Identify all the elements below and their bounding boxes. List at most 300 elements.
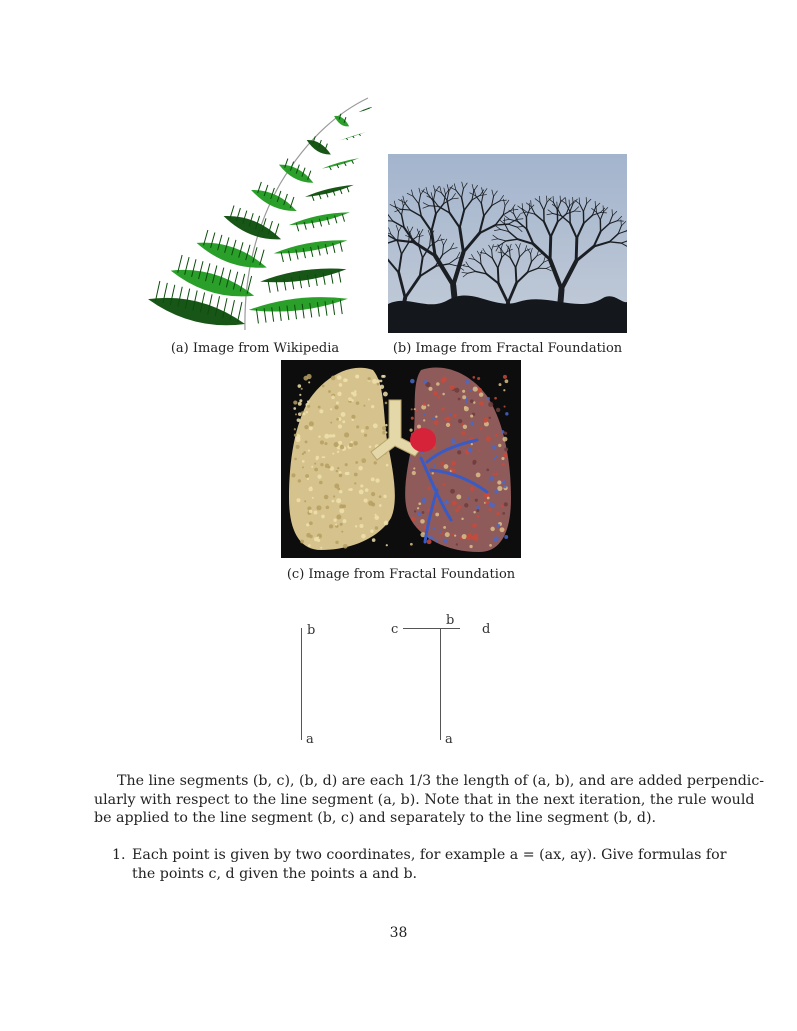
- page-number: 38: [389, 925, 408, 941]
- lung-speck: [385, 424, 388, 427]
- lung-speck: [478, 450, 480, 452]
- lung-speck: [462, 534, 467, 539]
- tree-branch: [609, 234, 618, 242]
- lung-speck: [361, 534, 366, 539]
- lung-speck: [383, 392, 388, 397]
- left-label-b: b: [307, 623, 316, 638]
- lung-speck: [323, 456, 325, 458]
- tree-branch: [419, 188, 421, 194]
- lung-speck: [418, 502, 421, 505]
- fern-leaflet: [358, 107, 372, 112]
- para-line-2: ularly with respect to the line segment (a, b). Note that in the next iteration, the rule would: [94, 791, 755, 808]
- lung-speck: [453, 414, 456, 417]
- fern-pinna: [340, 300, 342, 314]
- lung-speck: [461, 431, 465, 435]
- lung-speck: [429, 387, 433, 391]
- lung-speck: [502, 512, 505, 515]
- lung-speck: [302, 453, 304, 455]
- tree-branch: [584, 215, 593, 223]
- tree-branch: [603, 207, 607, 211]
- fern-pinna: [347, 187, 349, 193]
- lung-speck: [456, 543, 458, 545]
- lung-speck: [337, 451, 339, 453]
- fern-pinna: [155, 281, 159, 301]
- lung-speck: [442, 377, 447, 382]
- lung-speck: [463, 425, 467, 429]
- caption-a: (a) Image from Wikipedia: [170, 341, 340, 356]
- fern-drawing: [140, 94, 372, 334]
- fern-pinna: [260, 250, 264, 265]
- lung-speck: [336, 418, 339, 421]
- tree-branch: [495, 215, 503, 225]
- lung-speck: [501, 505, 504, 508]
- lung-speck: [494, 458, 496, 460]
- lung-speck: [505, 379, 509, 383]
- fern-leaflet: [334, 116, 349, 126]
- tree-branch: [508, 283, 516, 303]
- lung-speck: [441, 462, 445, 466]
- lung-speck: [411, 408, 413, 410]
- lung-speck: [449, 413, 451, 415]
- lung-speck: [335, 523, 337, 525]
- lung-speck: [345, 463, 348, 466]
- lung-speck: [379, 504, 382, 507]
- tree-branch: [577, 223, 584, 238]
- tree-branch: [576, 238, 577, 261]
- lung-speck: [365, 426, 369, 430]
- caption-b: (b) Image from Fractal Foundation: [392, 341, 623, 356]
- lung-speck: [464, 503, 468, 507]
- lung-speck: [361, 458, 366, 463]
- lung-speck: [436, 382, 440, 386]
- fern-pinna: [268, 280, 270, 292]
- fern-image: [140, 94, 372, 334]
- lung-speck: [386, 464, 389, 467]
- lung-speck: [433, 391, 437, 395]
- lung-speck: [321, 515, 325, 519]
- lung-speck: [298, 412, 302, 416]
- lung-speck: [340, 523, 343, 526]
- tree-branch: [474, 259, 481, 264]
- lung-speck: [361, 429, 365, 433]
- lung-speck: [331, 395, 335, 399]
- tree-branch: [419, 195, 421, 204]
- lung-speck: [342, 420, 345, 423]
- fern-leaflet: [307, 140, 331, 155]
- lung-speck: [353, 441, 358, 446]
- lung-speck: [446, 423, 450, 427]
- lung-speck: [480, 427, 483, 430]
- lung-speck: [465, 380, 470, 385]
- tree-branch: [469, 267, 476, 272]
- lung-speck: [466, 535, 471, 540]
- lung-speck: [294, 458, 297, 461]
- tree-branch: [576, 247, 594, 262]
- lung-speck: [503, 389, 505, 391]
- lung-speck: [334, 405, 338, 409]
- tree-branch: [516, 272, 527, 283]
- lung-speck: [308, 450, 310, 452]
- tree-branch: [463, 233, 479, 252]
- lung-speck: [332, 434, 335, 437]
- lung-speck: [322, 385, 325, 388]
- lung-speck: [304, 425, 308, 429]
- lung-speck: [504, 448, 508, 452]
- tree-branch: [499, 284, 508, 303]
- lung-speck: [477, 377, 480, 380]
- tree-branch: [500, 200, 507, 201]
- lung-speck: [334, 442, 339, 447]
- tree-branch: [509, 244, 511, 250]
- lung-speck: [492, 445, 497, 450]
- tree-branch: [429, 206, 438, 207]
- lung-speck: [441, 407, 445, 411]
- lung-speck: [485, 501, 489, 505]
- tree-branch: [452, 193, 456, 199]
- tree-branch: [621, 222, 625, 226]
- tree-branch: [516, 268, 517, 284]
- lung-speck: [351, 419, 354, 422]
- tree-branch: [462, 189, 464, 198]
- tree-branch: [531, 256, 536, 262]
- lung-speck: [474, 537, 478, 541]
- lung-speck: [442, 393, 445, 396]
- tree-branch: [562, 261, 577, 289]
- tree-branch: [396, 225, 398, 232]
- tree-branch: [430, 237, 431, 247]
- lung-speck: [479, 392, 483, 396]
- lung-speck: [451, 461, 456, 466]
- lung-speck: [372, 379, 377, 384]
- lung-speck: [385, 402, 388, 405]
- lung-speck: [377, 383, 380, 386]
- lung-speck: [489, 508, 492, 511]
- tree-branch: [516, 257, 520, 268]
- lung-speck: [501, 457, 504, 460]
- lung-speck: [464, 406, 469, 411]
- tree-branch: [583, 204, 586, 212]
- lung-speck: [379, 495, 382, 498]
- lung-speck: [309, 426, 313, 430]
- lung-speck: [462, 390, 465, 393]
- lung-speck: [374, 461, 377, 464]
- tree-branch: [626, 227, 627, 231]
- tree-branch: [404, 203, 410, 210]
- lung-speck: [435, 513, 439, 517]
- lung-speck: [461, 423, 464, 426]
- fern-leaflet: [224, 216, 282, 239]
- tree-branch: [402, 199, 404, 205]
- tree-branch: [399, 226, 402, 232]
- lung-speck: [354, 482, 356, 484]
- lung-speck: [427, 539, 432, 544]
- tree-branch: [496, 226, 501, 230]
- lung-speck: [316, 505, 321, 510]
- tree-branch: [612, 211, 616, 215]
- lung-speck: [293, 400, 297, 404]
- lung-speck: [421, 498, 426, 503]
- lung-speck: [467, 497, 469, 499]
- lung-speck: [355, 375, 358, 378]
- tree-branch: [540, 202, 544, 210]
- lung-speck: [305, 441, 308, 444]
- lung-speck: [469, 545, 472, 548]
- tree-branch: [544, 202, 547, 210]
- tree-branch: [462, 272, 468, 273]
- lung-speck: [297, 418, 301, 422]
- lung-speck: [500, 527, 505, 532]
- lung-speck: [368, 399, 370, 401]
- lung-speck: [413, 467, 415, 469]
- tree-branch: [546, 266, 551, 268]
- lung-speck: [294, 428, 296, 430]
- lung-speck: [350, 441, 352, 443]
- lung-speck: [336, 401, 339, 404]
- tree-branch: [443, 245, 444, 255]
- lung-speck: [411, 417, 414, 420]
- lung-speck: [496, 473, 499, 476]
- tree-branch: [443, 249, 451, 255]
- tree-branch: [580, 204, 584, 212]
- lung-speck: [343, 544, 348, 549]
- lung-speck: [503, 437, 508, 442]
- tree-branch: [433, 186, 435, 192]
- tree-branch: [516, 214, 520, 220]
- tree-branch: [538, 262, 543, 268]
- tree-branch: [480, 250, 482, 256]
- lung-speck: [487, 497, 490, 500]
- tree-branch: [544, 222, 551, 237]
- lung-speck: [338, 441, 342, 445]
- lung-speck: [479, 401, 484, 406]
- tree-branch: [462, 182, 464, 188]
- tree-branch: [509, 250, 510, 258]
- item-number: 1.: [112, 847, 126, 863]
- lung-speck: [423, 413, 425, 415]
- lung-speck: [503, 375, 507, 379]
- lung-speck: [410, 459, 412, 461]
- lung-speck: [495, 434, 498, 437]
- lung-speck: [495, 455, 497, 457]
- tree-branch: [498, 239, 506, 241]
- lung-speck: [504, 406, 506, 408]
- lung-speck: [470, 486, 475, 491]
- lung-speck: [414, 408, 416, 410]
- lung-speck: [436, 540, 439, 543]
- lung-speck: [445, 532, 450, 537]
- tree-branch: [476, 196, 482, 203]
- lung-speck: [462, 395, 466, 399]
- lung-speck: [358, 466, 362, 470]
- lung-speck: [493, 473, 495, 475]
- lung-speck: [470, 414, 473, 417]
- lung-speck: [360, 484, 363, 487]
- lung-speck: [385, 431, 387, 433]
- tree-branch: [600, 212, 603, 220]
- tree-branch: [531, 248, 533, 254]
- fern-pinna: [339, 270, 341, 282]
- tree-branch: [486, 274, 498, 284]
- tree-branch: [501, 249, 502, 257]
- lung-speck: [451, 438, 456, 443]
- lung-speck: [340, 445, 344, 449]
- right-label-a: a: [445, 732, 453, 747]
- lung-speck: [306, 523, 309, 526]
- lung-speck: [470, 399, 474, 403]
- lung-speck: [410, 379, 415, 384]
- tree-branch: [431, 214, 435, 231]
- list-item-1: [112, 846, 727, 883]
- tree-branch: [531, 254, 532, 262]
- lung-speck: [364, 434, 367, 437]
- tree-branch: [472, 184, 474, 190]
- tree-branch: [510, 258, 515, 268]
- tree-branch: [413, 196, 419, 203]
- tree-branch: [449, 264, 458, 266]
- paragraph: [94, 772, 765, 828]
- lung-speck: [367, 377, 370, 380]
- lung-speck: [382, 426, 386, 430]
- lung-speck: [369, 446, 372, 449]
- lung-speck: [476, 509, 479, 512]
- lung-speck: [296, 445, 300, 449]
- lung-speck: [339, 508, 344, 513]
- lung-speck: [488, 402, 493, 407]
- lung-speck: [354, 390, 357, 393]
- tree-branch: [421, 216, 431, 231]
- lung-speck: [432, 429, 434, 431]
- tree-branch: [505, 200, 509, 206]
- tree-branch: [443, 239, 446, 245]
- lung-speck: [444, 500, 448, 504]
- tree-branch: [600, 208, 604, 212]
- fern-leaflet: [289, 212, 350, 225]
- lung-speck: [458, 506, 461, 509]
- tree-branch: [500, 195, 504, 201]
- right-label-b: b: [446, 613, 455, 628]
- tree-branch: [493, 235, 498, 239]
- lung-speck: [375, 514, 377, 516]
- lung-speck: [504, 432, 507, 435]
- left-segment-ab: [301, 628, 302, 740]
- lung-speck: [324, 442, 327, 445]
- tree-branch: [519, 249, 520, 257]
- lung-speck: [443, 526, 446, 529]
- tree-branch: [494, 229, 500, 230]
- tree-branch: [574, 207, 578, 211]
- lung-image: [281, 360, 521, 558]
- lung-speck: [368, 501, 373, 506]
- tree-image: [388, 154, 627, 333]
- lung-speck: [359, 524, 363, 528]
- lung-speck: [450, 489, 455, 494]
- tree-branch: [460, 228, 464, 253]
- lung-speck: [337, 375, 342, 380]
- tree-branch: [402, 243, 409, 254]
- lung-speck: [473, 387, 478, 392]
- lung-speck: [330, 408, 332, 410]
- tree-branch: [506, 239, 518, 241]
- tree-branch: [388, 214, 393, 221]
- fern-pinna: [346, 138, 347, 140]
- lung-speck: [343, 519, 347, 523]
- lung-speck: [494, 397, 497, 400]
- lung-speck: [330, 422, 332, 424]
- lung-speck: [424, 380, 427, 383]
- tree-branch: [468, 271, 476, 273]
- lung-speck: [503, 485, 506, 488]
- tree-branch: [399, 254, 402, 272]
- right-segment-ab: [440, 628, 441, 740]
- tree-branch: [492, 190, 494, 196]
- lung-speck: [470, 422, 474, 426]
- lung-speck: [337, 467, 339, 469]
- tree-branch: [516, 219, 523, 220]
- tree-branch: [489, 245, 492, 250]
- lung-speck: [303, 412, 306, 415]
- fern-pinna: [352, 160, 354, 164]
- fern-stem: [245, 98, 368, 330]
- right-label-d: d: [482, 622, 491, 637]
- lung-speck: [473, 511, 475, 513]
- lung-speck: [339, 383, 343, 387]
- lung-speck: [499, 383, 502, 386]
- tree-branch: [549, 199, 554, 203]
- lung-speck: [307, 405, 310, 408]
- lung-speck: [363, 405, 365, 407]
- lung-speck: [417, 425, 421, 429]
- lung-speck: [428, 535, 432, 539]
- lung-drawing: [281, 360, 521, 558]
- tree-branch: [517, 227, 522, 231]
- lung-speck: [371, 477, 375, 481]
- tree-branch: [526, 203, 531, 207]
- lung-speck: [375, 526, 378, 529]
- tree-branch: [388, 240, 396, 244]
- tree-branch: [550, 237, 551, 260]
- lung-speck: [298, 402, 302, 406]
- lung-speck: [370, 530, 373, 533]
- lung-speck: [443, 539, 447, 543]
- lung-speck: [420, 519, 425, 524]
- lung-speck: [336, 470, 338, 472]
- lung-speck: [458, 419, 462, 423]
- lung-speck: [338, 424, 342, 428]
- lung-speck: [457, 450, 461, 454]
- tree-branch: [526, 209, 529, 217]
- lung-speck: [417, 526, 419, 528]
- lung-speck: [312, 497, 314, 499]
- tree-drawing: [388, 154, 627, 333]
- tree-branch: [402, 206, 404, 215]
- tree-branch: [463, 183, 467, 189]
- lung-speck: [341, 412, 346, 417]
- lung-speck: [458, 398, 461, 401]
- lung-speck: [326, 506, 330, 510]
- tree-branch: [508, 224, 517, 227]
- tree-branch: [477, 251, 480, 256]
- tree-branch: [486, 254, 493, 259]
- lung-speck: [314, 463, 316, 465]
- lung-speck: [476, 506, 480, 510]
- lung-speck: [308, 381, 310, 383]
- fern-leaflet: [148, 298, 245, 325]
- lung-speck: [309, 510, 312, 513]
- fern-pinna: [353, 136, 354, 138]
- lung-speck: [444, 464, 449, 469]
- lung-speck: [497, 486, 502, 491]
- lung-speck: [336, 515, 341, 520]
